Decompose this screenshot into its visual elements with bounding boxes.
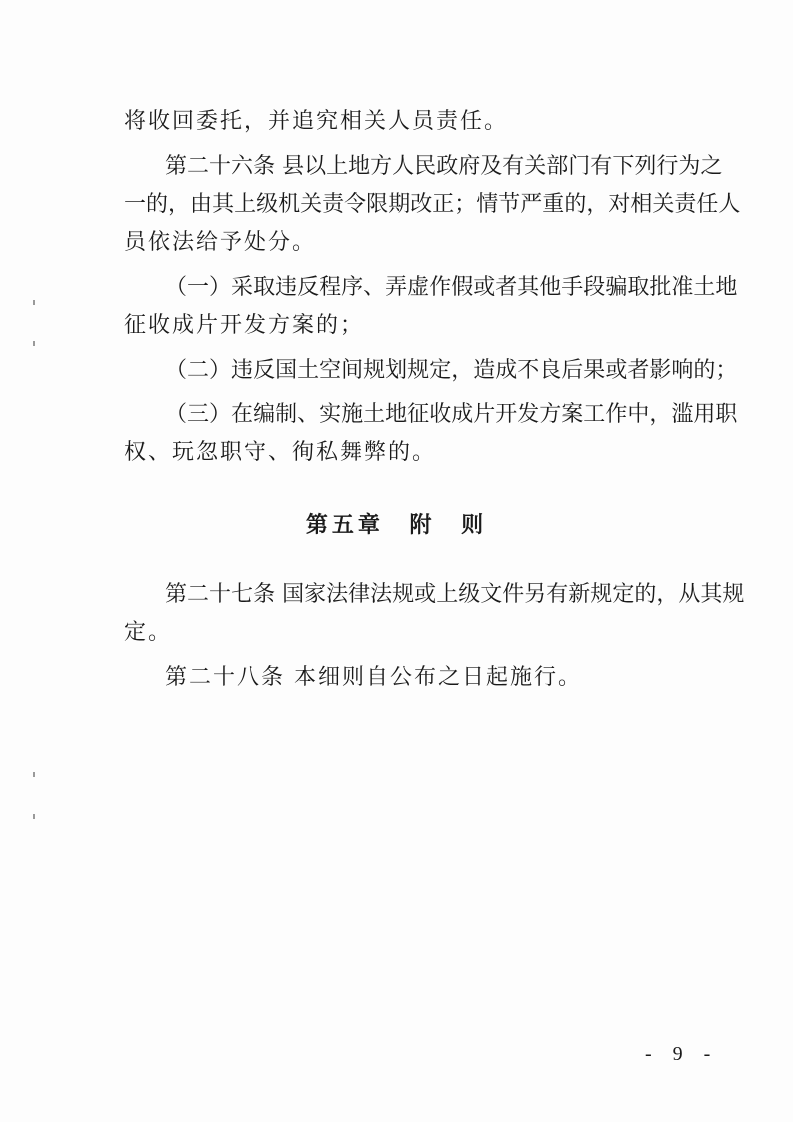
text-line-12: 第二十八条 本细则自公布之日起施行。: [165, 665, 582, 690]
scan-speck: [33, 341, 35, 346]
scan-speck: [33, 772, 35, 777]
text-line-3: 一 的 ， 由 其 上 级 机 关 责 令 限 期 改 正 ； 情 节 严 重 的 ， 对 相 关 责 任 人: [124, 192, 741, 217]
text-line-6: 征收成片开发方案的；: [124, 313, 365, 338]
text-line-2: 第 二 十 六 条 县 以 上 地 方 人 民 政 府 及 有 关 部 门 有 下 列 行 为 之: [165, 154, 723, 179]
text-line-4: 员依法给予处分。: [124, 230, 317, 255]
scan-speck: [33, 300, 35, 305]
text-line-8: （ 三 ） 在 编 制 、 实 施 土 地 征 收 成 片 开 发 方 案 工 作 中 ， 滥 用 职: [165, 402, 738, 427]
text-line-1: 将收回委托，并追究相关人员责任。: [124, 109, 509, 134]
chapter-title: 第五章 附 则: [305, 513, 488, 538]
page-number: - 9 -: [645, 1043, 719, 1065]
text-line-9: 权、玩忽职守、徇私舞弊的。: [124, 440, 437, 465]
text-line-7: （ 二 ） 违 反 国 土 空 间 规 划 规 定 ， 造 成 不 良 后 果 或 者 影 响 的 ；: [165, 358, 738, 383]
scan-speck: [33, 814, 35, 819]
text-line-11: 定。: [124, 620, 173, 645]
text-line-10: 第 二 十 七 条 国 家 法 律 法 规 或 上 级 文 件 另 有 新 规 定 的 ， 从 其 规: [165, 582, 745, 607]
text-line-5: （ 一 ） 采 取 违 反 程 序 、 弄 虚 作 假 或 者 其 他 手 段 骗 取 批 准 土 地: [165, 275, 738, 300]
